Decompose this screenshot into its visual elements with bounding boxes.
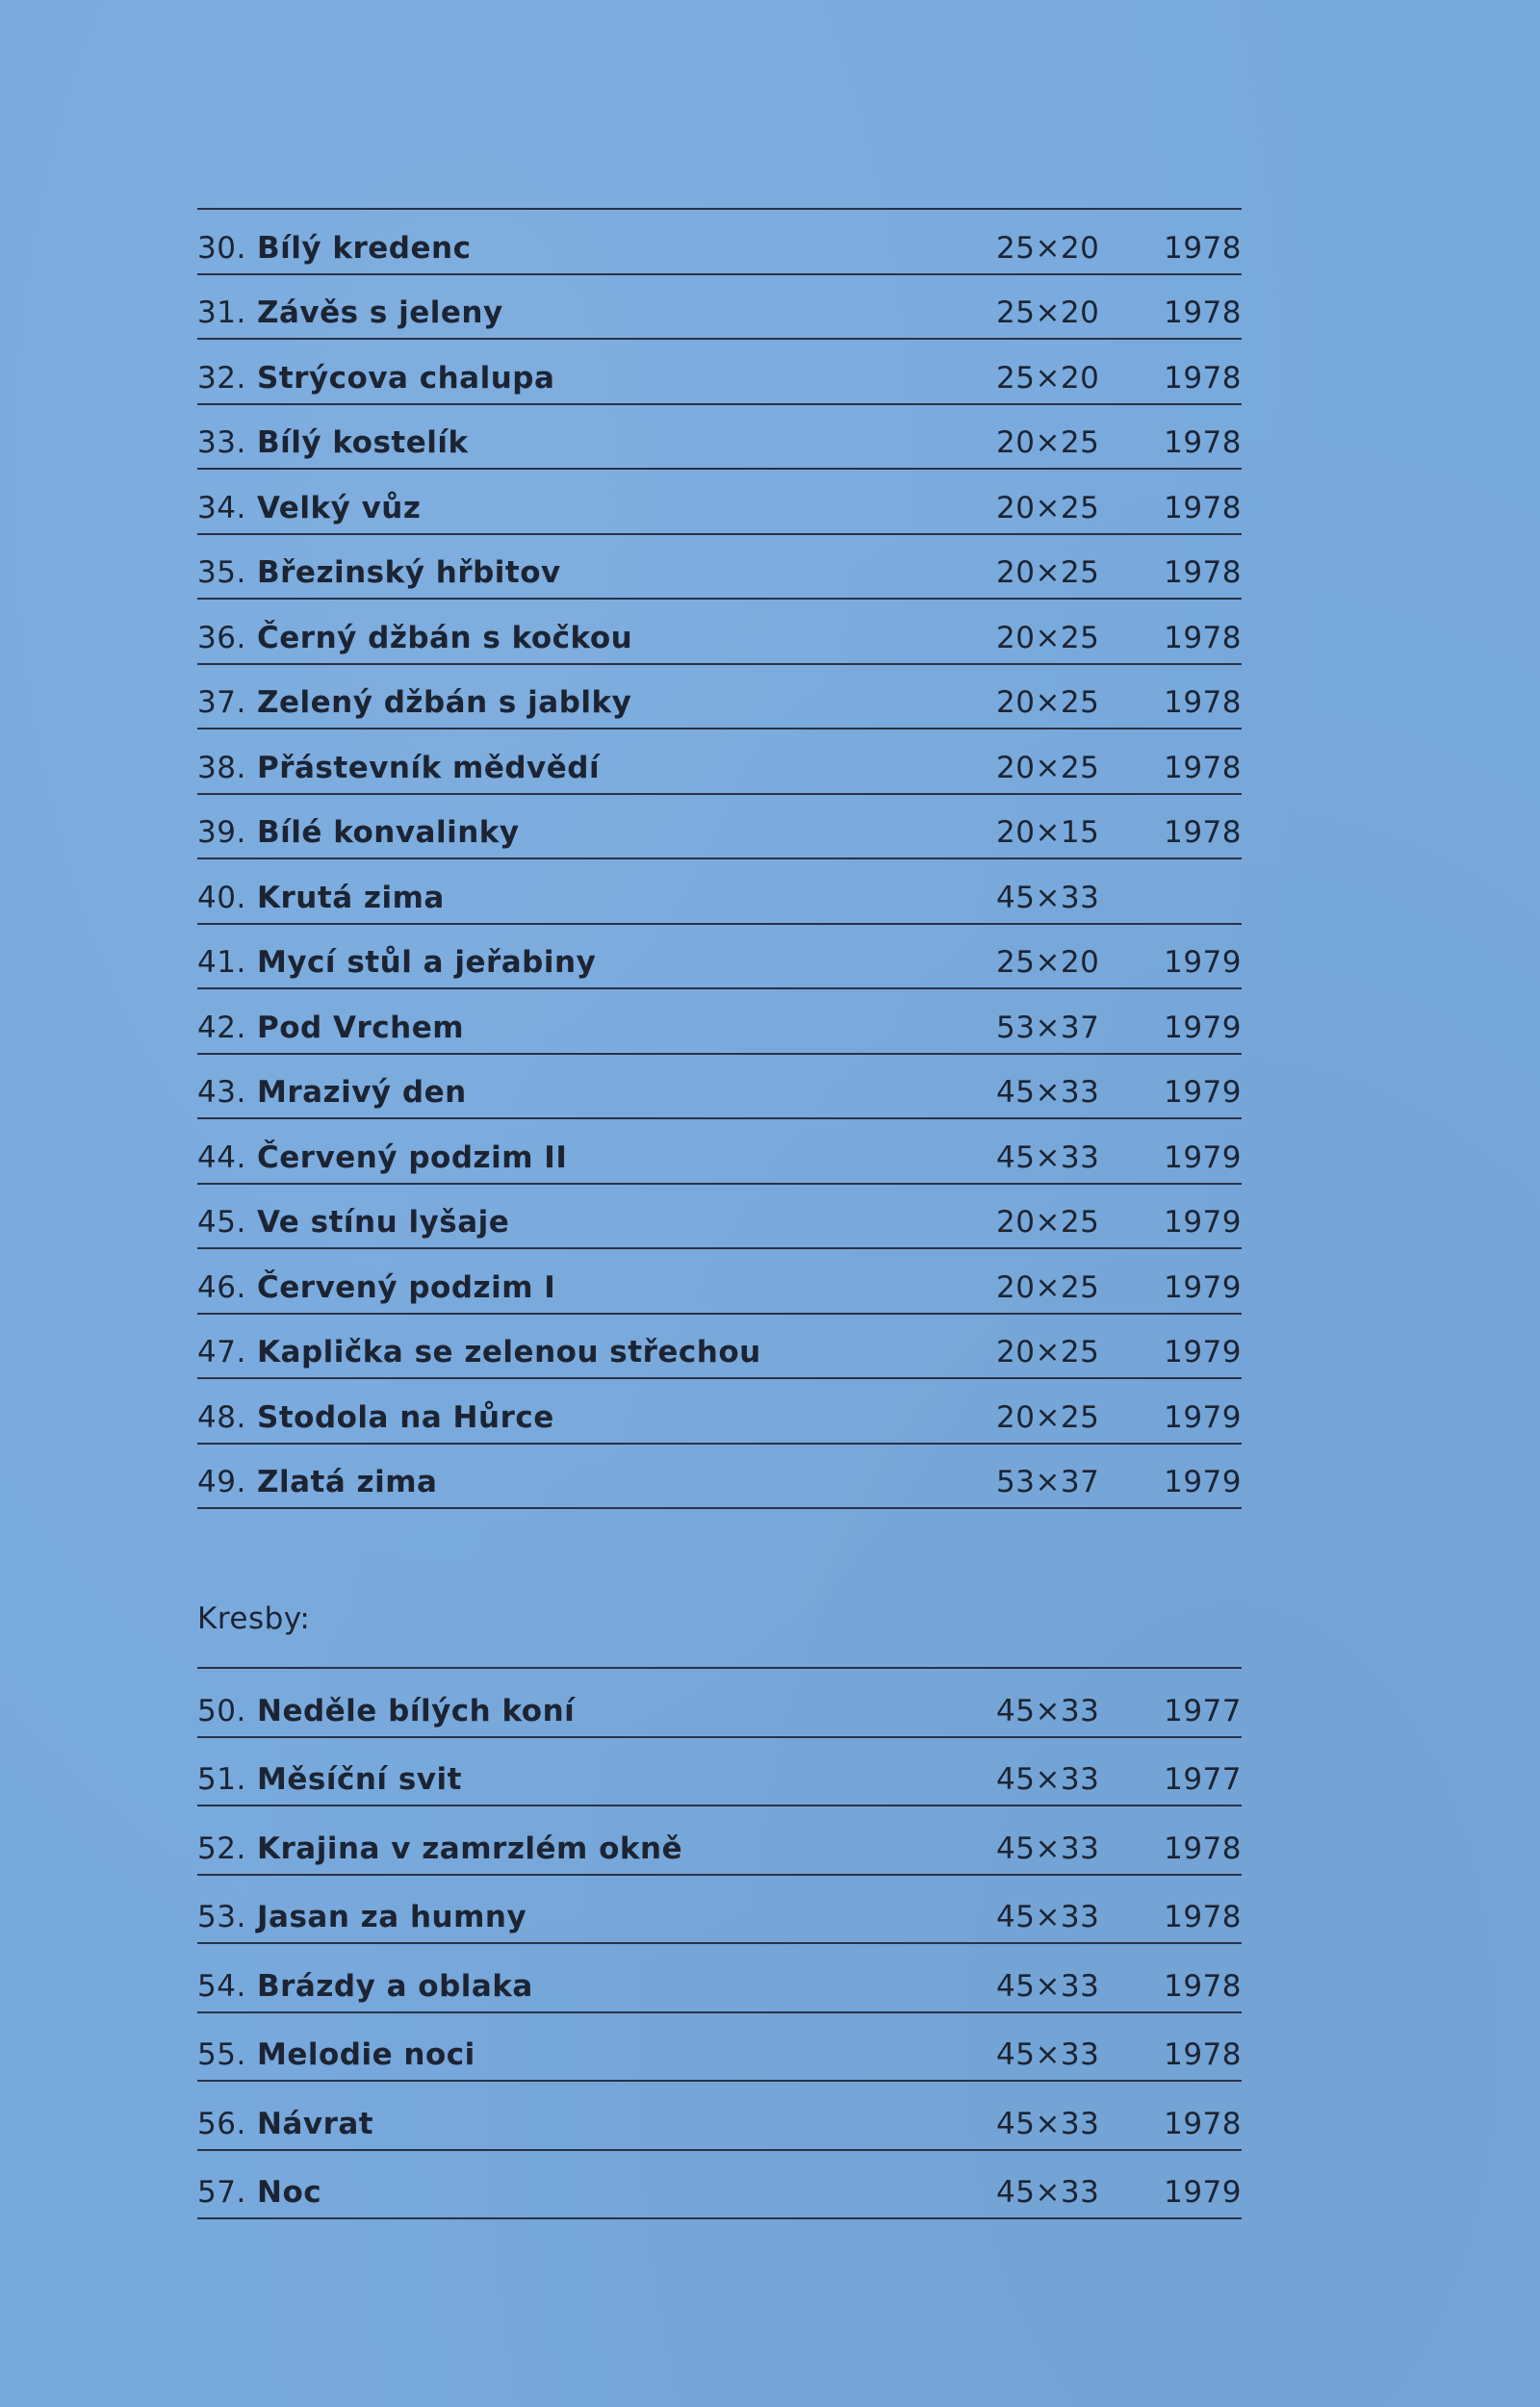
table-row xyxy=(197,1445,1242,1510)
table-row xyxy=(197,1055,1242,1120)
entry-year: 1978 xyxy=(1164,2106,1242,2141)
entry-title: Strýcova chalupa xyxy=(257,360,555,396)
entry-size: 20×15 xyxy=(996,815,1100,850)
entry-year: 1977 xyxy=(1164,1762,1242,1797)
entry-size: 20×25 xyxy=(996,425,1100,460)
entry-size: 20×25 xyxy=(996,620,1100,655)
entry-size: 20×25 xyxy=(996,1269,1100,1305)
entry-size: 45×33 xyxy=(996,880,1100,915)
entry-size: 20×25 xyxy=(996,1205,1100,1240)
entry-number: 50. xyxy=(197,1693,246,1728)
entry-title: Přástevník mědvědí xyxy=(257,750,601,785)
entry-size: 53×37 xyxy=(996,1465,1100,1499)
table-row xyxy=(197,2082,1242,2151)
entry-title: Stodola na Hůrce xyxy=(257,1399,554,1435)
drawings-table xyxy=(197,1667,1242,2219)
entry-title: Měsíční svit xyxy=(257,1762,462,1797)
table-row xyxy=(197,1249,1242,1315)
table-row xyxy=(197,1315,1242,1380)
entry-title: Bílé konvalinky xyxy=(257,815,520,850)
entry-title: Ve stínu lyšaje xyxy=(257,1205,510,1240)
entry-title: Mrazivý den xyxy=(257,1075,467,1110)
entry-number: 44. xyxy=(197,1139,246,1175)
entry-size: 25×20 xyxy=(996,230,1100,266)
entry-title: Brázdy a oblaka xyxy=(257,1968,533,2004)
entry-number: 40. xyxy=(197,880,246,915)
entry-number: 30. xyxy=(197,230,246,266)
entry-year: 1979 xyxy=(1164,1465,1242,1499)
table-row xyxy=(197,210,1242,275)
entry-title: Červený podzim II xyxy=(257,1139,568,1175)
entry-year: 1979 xyxy=(1164,1335,1242,1370)
entry-size: 25×20 xyxy=(996,945,1100,980)
entry-number: 39. xyxy=(197,815,246,850)
entry-number: 32. xyxy=(197,360,246,396)
entry-number: 42. xyxy=(197,1010,246,1045)
entry-size: 20×25 xyxy=(996,750,1100,785)
entry-title: Černý džbán s kočkou xyxy=(257,620,633,655)
entry-title: Velký vůz xyxy=(257,490,422,525)
entry-title: Krutá zima xyxy=(257,880,445,915)
entry-number: 57. xyxy=(197,2175,246,2210)
table-row xyxy=(197,925,1242,990)
entry-size: 20×25 xyxy=(996,685,1100,720)
table-row xyxy=(197,730,1242,795)
entry-year: 1978 xyxy=(1164,1900,1242,1934)
table-row xyxy=(197,2013,1242,2083)
table-row xyxy=(197,600,1242,665)
entry-size: 45×33 xyxy=(996,1139,1100,1175)
drawings-section-label: Kresby: xyxy=(197,1601,311,1636)
entry-number: 54. xyxy=(197,1968,246,2004)
table-row xyxy=(197,1944,1242,2013)
entry-size: 45×33 xyxy=(996,1968,1100,2004)
entry-number: 49. xyxy=(197,1465,246,1499)
entry-year: 1978 xyxy=(1164,1968,1242,2004)
entry-title: Pod Vrchem xyxy=(257,1010,465,1045)
entry-year: 1977 xyxy=(1164,1693,1242,1728)
entry-title: Červený podzim I xyxy=(257,1269,556,1305)
entry-number: 47. xyxy=(197,1335,246,1370)
entry-size: 20×25 xyxy=(996,1335,1100,1370)
table-row xyxy=(197,340,1242,405)
entry-year: 1978 xyxy=(1164,425,1242,460)
table-row xyxy=(197,2151,1242,2220)
entry-year: 1979 xyxy=(1164,2175,1242,2210)
entry-number: 52. xyxy=(197,1831,246,1866)
entry-year: 1978 xyxy=(1164,815,1242,850)
entry-year: 1979 xyxy=(1164,1010,1242,1045)
entry-year: 1978 xyxy=(1164,2037,1242,2072)
table-row xyxy=(197,1669,1242,1738)
table-row xyxy=(197,470,1242,535)
entry-number: 35. xyxy=(197,555,246,590)
entry-title: Březinský hřbitov xyxy=(257,555,561,590)
entry-size: 45×33 xyxy=(996,1831,1100,1866)
entry-year: 1978 xyxy=(1164,555,1242,590)
table-row xyxy=(197,405,1242,471)
entry-number: 36. xyxy=(197,620,246,655)
entry-size: 45×33 xyxy=(996,1900,1100,1934)
entry-year: 1979 xyxy=(1164,1269,1242,1305)
entry-size: 25×20 xyxy=(996,360,1100,396)
entry-title: Noc xyxy=(257,2175,322,2210)
paintings-table xyxy=(197,208,1242,1509)
entry-title: Mycí stůl a jeřabiny xyxy=(257,945,597,980)
entry-title: Krajina v zamrzlém okně xyxy=(257,1831,683,1866)
entry-number: 43. xyxy=(197,1075,246,1110)
entry-number: 31. xyxy=(197,295,246,330)
table-row xyxy=(197,275,1242,341)
table-row xyxy=(197,535,1242,601)
entry-title: Jasan za humny xyxy=(257,1900,527,1934)
entry-year: 1978 xyxy=(1164,230,1242,266)
entry-size: 45×33 xyxy=(996,1075,1100,1110)
entry-title: Bílý kostelík xyxy=(257,425,469,460)
entry-number: 55. xyxy=(197,2037,246,2072)
entry-title: Návrat xyxy=(257,2106,374,2141)
entry-size: 45×33 xyxy=(996,1762,1100,1797)
entry-number: 48. xyxy=(197,1399,246,1435)
entry-size: 53×37 xyxy=(996,1010,1100,1045)
table-row xyxy=(197,1379,1242,1445)
entry-year: 1978 xyxy=(1164,295,1242,330)
entry-number: 37. xyxy=(197,685,246,720)
entry-number: 53. xyxy=(197,1900,246,1934)
entry-year: 1979 xyxy=(1164,1139,1242,1175)
entry-year: 1978 xyxy=(1164,360,1242,396)
entry-number: 33. xyxy=(197,425,246,460)
entry-size: 20×25 xyxy=(996,555,1100,590)
entry-size: 20×25 xyxy=(996,490,1100,525)
entry-title: Závěs s jeleny xyxy=(257,295,503,330)
entry-title: Bílý kredenc xyxy=(257,230,472,266)
table-row xyxy=(197,859,1242,925)
entry-title: Neděle bílých koní xyxy=(257,1693,576,1728)
table-row xyxy=(197,989,1242,1055)
entry-year: 1979 xyxy=(1164,1399,1242,1435)
table-row xyxy=(197,1806,1242,1876)
entry-size: 45×33 xyxy=(996,1693,1100,1728)
entry-number: 34. xyxy=(197,490,246,525)
table-row xyxy=(197,795,1242,860)
entry-title: Melodie noci xyxy=(257,2037,475,2072)
table-row xyxy=(197,665,1242,730)
entry-number: 56. xyxy=(197,2106,246,2141)
entry-year: 1979 xyxy=(1164,945,1242,980)
entry-size: 45×33 xyxy=(996,2175,1100,2210)
entry-size: 25×20 xyxy=(996,295,1100,330)
entry-year: 1978 xyxy=(1164,685,1242,720)
entry-title: Zelený džbán s jablky xyxy=(257,685,632,720)
table-row xyxy=(197,1119,1242,1185)
table-row xyxy=(197,1876,1242,1945)
table-row xyxy=(197,1738,1242,1807)
entry-year: 1979 xyxy=(1164,1075,1242,1110)
entry-title: Kaplička se zelenou střechou xyxy=(257,1335,761,1370)
entry-number: 41. xyxy=(197,945,246,980)
entry-size: 20×25 xyxy=(996,1399,1100,1435)
entry-size: 45×33 xyxy=(996,2106,1100,2141)
entry-number: 51. xyxy=(197,1762,246,1797)
entry-year: 1978 xyxy=(1164,620,1242,655)
table-row xyxy=(197,1185,1242,1250)
entry-title: Zlatá zima xyxy=(257,1465,438,1499)
entry-year: 1978 xyxy=(1164,750,1242,785)
entry-year: 1978 xyxy=(1164,1831,1242,1866)
entry-number: 38. xyxy=(197,750,246,785)
entry-number: 45. xyxy=(197,1205,246,1240)
entry-year: 1978 xyxy=(1164,490,1242,525)
entry-size: 45×33 xyxy=(996,2037,1100,2072)
entry-year: 1979 xyxy=(1164,1205,1242,1240)
entry-number: 46. xyxy=(197,1269,246,1305)
